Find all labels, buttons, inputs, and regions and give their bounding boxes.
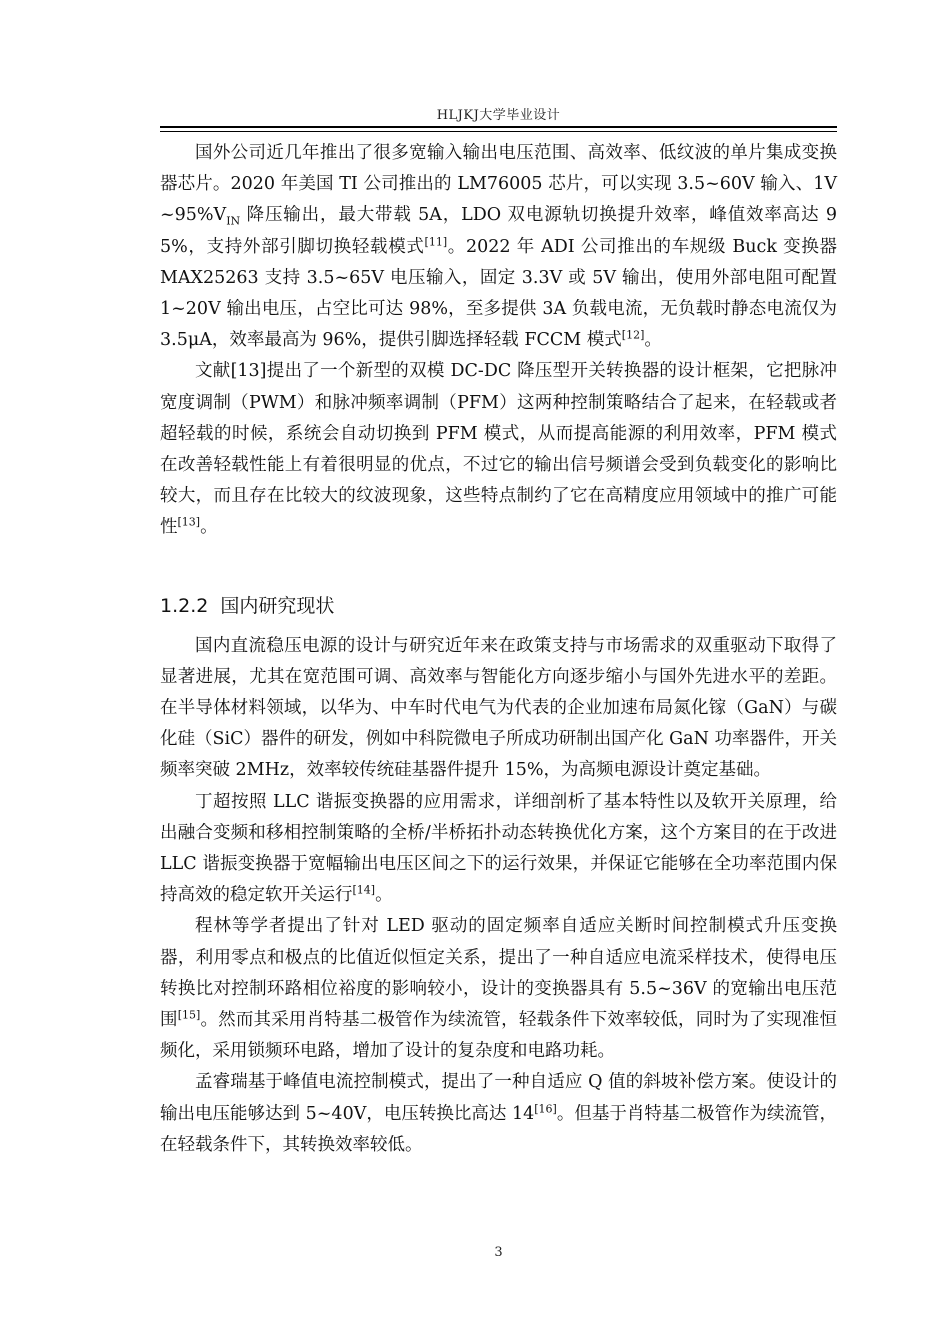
citation-11: [11] (424, 235, 448, 249)
section-heading (160, 591, 837, 621)
text-run: 国外公司近几年推出了很多宽输入输出电压范围、高效率、低纹波的单片集成变换器芯片。2020 年美国 TI 公司推出的 LM76005 芯片，可以实现 3.5~60V 输入、1V~95%V (160, 143, 837, 226)
section-number: 1.2.2 (160, 594, 209, 617)
paragraph-slope-compensation (160, 1067, 837, 1161)
paragraph-llc (160, 787, 837, 912)
header-rule-thick (160, 126, 837, 128)
citation-15: [15] (177, 1008, 201, 1022)
citation-13: [13] (177, 515, 201, 529)
section-title: 国内研究现状 (220, 594, 335, 617)
main-content (160, 138, 837, 1161)
text-run: 丁超按照 LLC 谐振变换器的应用需求，详细剖析了基本特性以及软开关原理，给出融合变频和移相控制策略的全桥/半桥拓扑动态转换优化方案，这个方案目的在于改进 LLC 谐振变换器于宽幅输出电压区间之下的运行效果，并保证它能够在全功率范围内保持高效的稳定软开关运行 (160, 791, 837, 906)
paragraph-dual-mode (160, 356, 837, 543)
text-run: 。2022 年 ADI 公司推出的车规级 Buck 变换器 MAX25263 支持 3.5~65V 电压输入，固定 3.3V 或 5V 输出，使用外部电阻可配置 1~20V 输出电压，占空比可达 98%，至多提供 3A 负载电流，无负载时静态电流仅为 3.5μA，效率最高为 96%，提供引脚选择轻载 FCCM 模式 (160, 236, 838, 351)
header-rule-thin (160, 131, 837, 132)
text-run: 。但基于肖特基二极管作为续流管，在轻载条件下，其转换效率较低。 (160, 1103, 837, 1155)
text-run: 。然而其采用肖特基二极管作为续流管，轻载条件下效率较低，同时为了实现准恒频化，采用锁频环电路，增加了设计的复杂度和电路功耗。 (160, 1010, 837, 1062)
paragraph-domestic-overview (160, 631, 837, 787)
text-run: 降压输出，最大带载 5A，LDO 双电源轨切换提升效率，峰值效率高达 95%，支持外部引脚切换轻载模式 (160, 205, 837, 257)
text-run: 文献[13]提出了一个新型的双模 DC-DC 降压型开关转换器的设计框架，它把脉冲宽度调制（PWM）和脉冲频率调制（PFM）这两种控制策略结合了起来，在轻载或者超轻载的时候，系统会自动切换到 PFM 模式，从而提高能源的利用效率，PFM 模式在改善轻载性能上有着很明显的优点，不过它的输出信号频谱会受到负载变化的影响比较大，而且存在比较大的纹波现象，这些特点制约了它在高精度应用领域中的推广可能性 (160, 361, 837, 538)
text-run: 。 (375, 885, 393, 906)
citation-12: [12] (621, 328, 645, 342)
page-header: HLJKJ大学毕业设计 (436, 108, 561, 123)
paragraph-led-boost (160, 911, 837, 1067)
subscript-in: IN (226, 214, 241, 228)
text-run: 。 (200, 517, 218, 538)
citation-16: [16] (534, 1102, 557, 1116)
text-run: 。 (644, 330, 662, 351)
text-run: 孟睿瑞基于峰值电流控制模式，提出了一种自适应 Q 值的斜坡补偿方案。使设计的输出电压能够达到 5~40V，电压转换比高达 14 (160, 1072, 837, 1124)
text-run: 程林等学者提出了针对 LED 驱动的固定频率自适应关断时间控制模式升压变换器，利用零点和极点的比值近似恒定关系，提出了一种自适应电流采样技术，使得电压转换比对控制环路相位裕度的影响较小，设计的变换器具有 5.5~36V 的宽输出电压范围 (160, 916, 837, 1031)
text-run: 国内直流稳压电源的设计与研究近年来在政策支持与市场需求的双重驱动下取得了显著进展，尤其在宽范围可调、高效率与智能化方向逐步缩小与国外先进水平的差距。在半导体材料领域，以华为、中车时代电气为代表的企业加速布局氮化镓（GaN）与碳化硅（SiC）器件的研发，例如中科院微电子所成功研制出国产化 GaN 功率器件，开关频率突破 2MHz，效率较传统硅基器件提升 15%，为高频电源设计奠定基础。 (160, 635, 837, 781)
paragraph-foreign-chips (160, 138, 837, 356)
page-number: 3 (494, 1245, 503, 1260)
citation-14: [14] (352, 883, 376, 897)
